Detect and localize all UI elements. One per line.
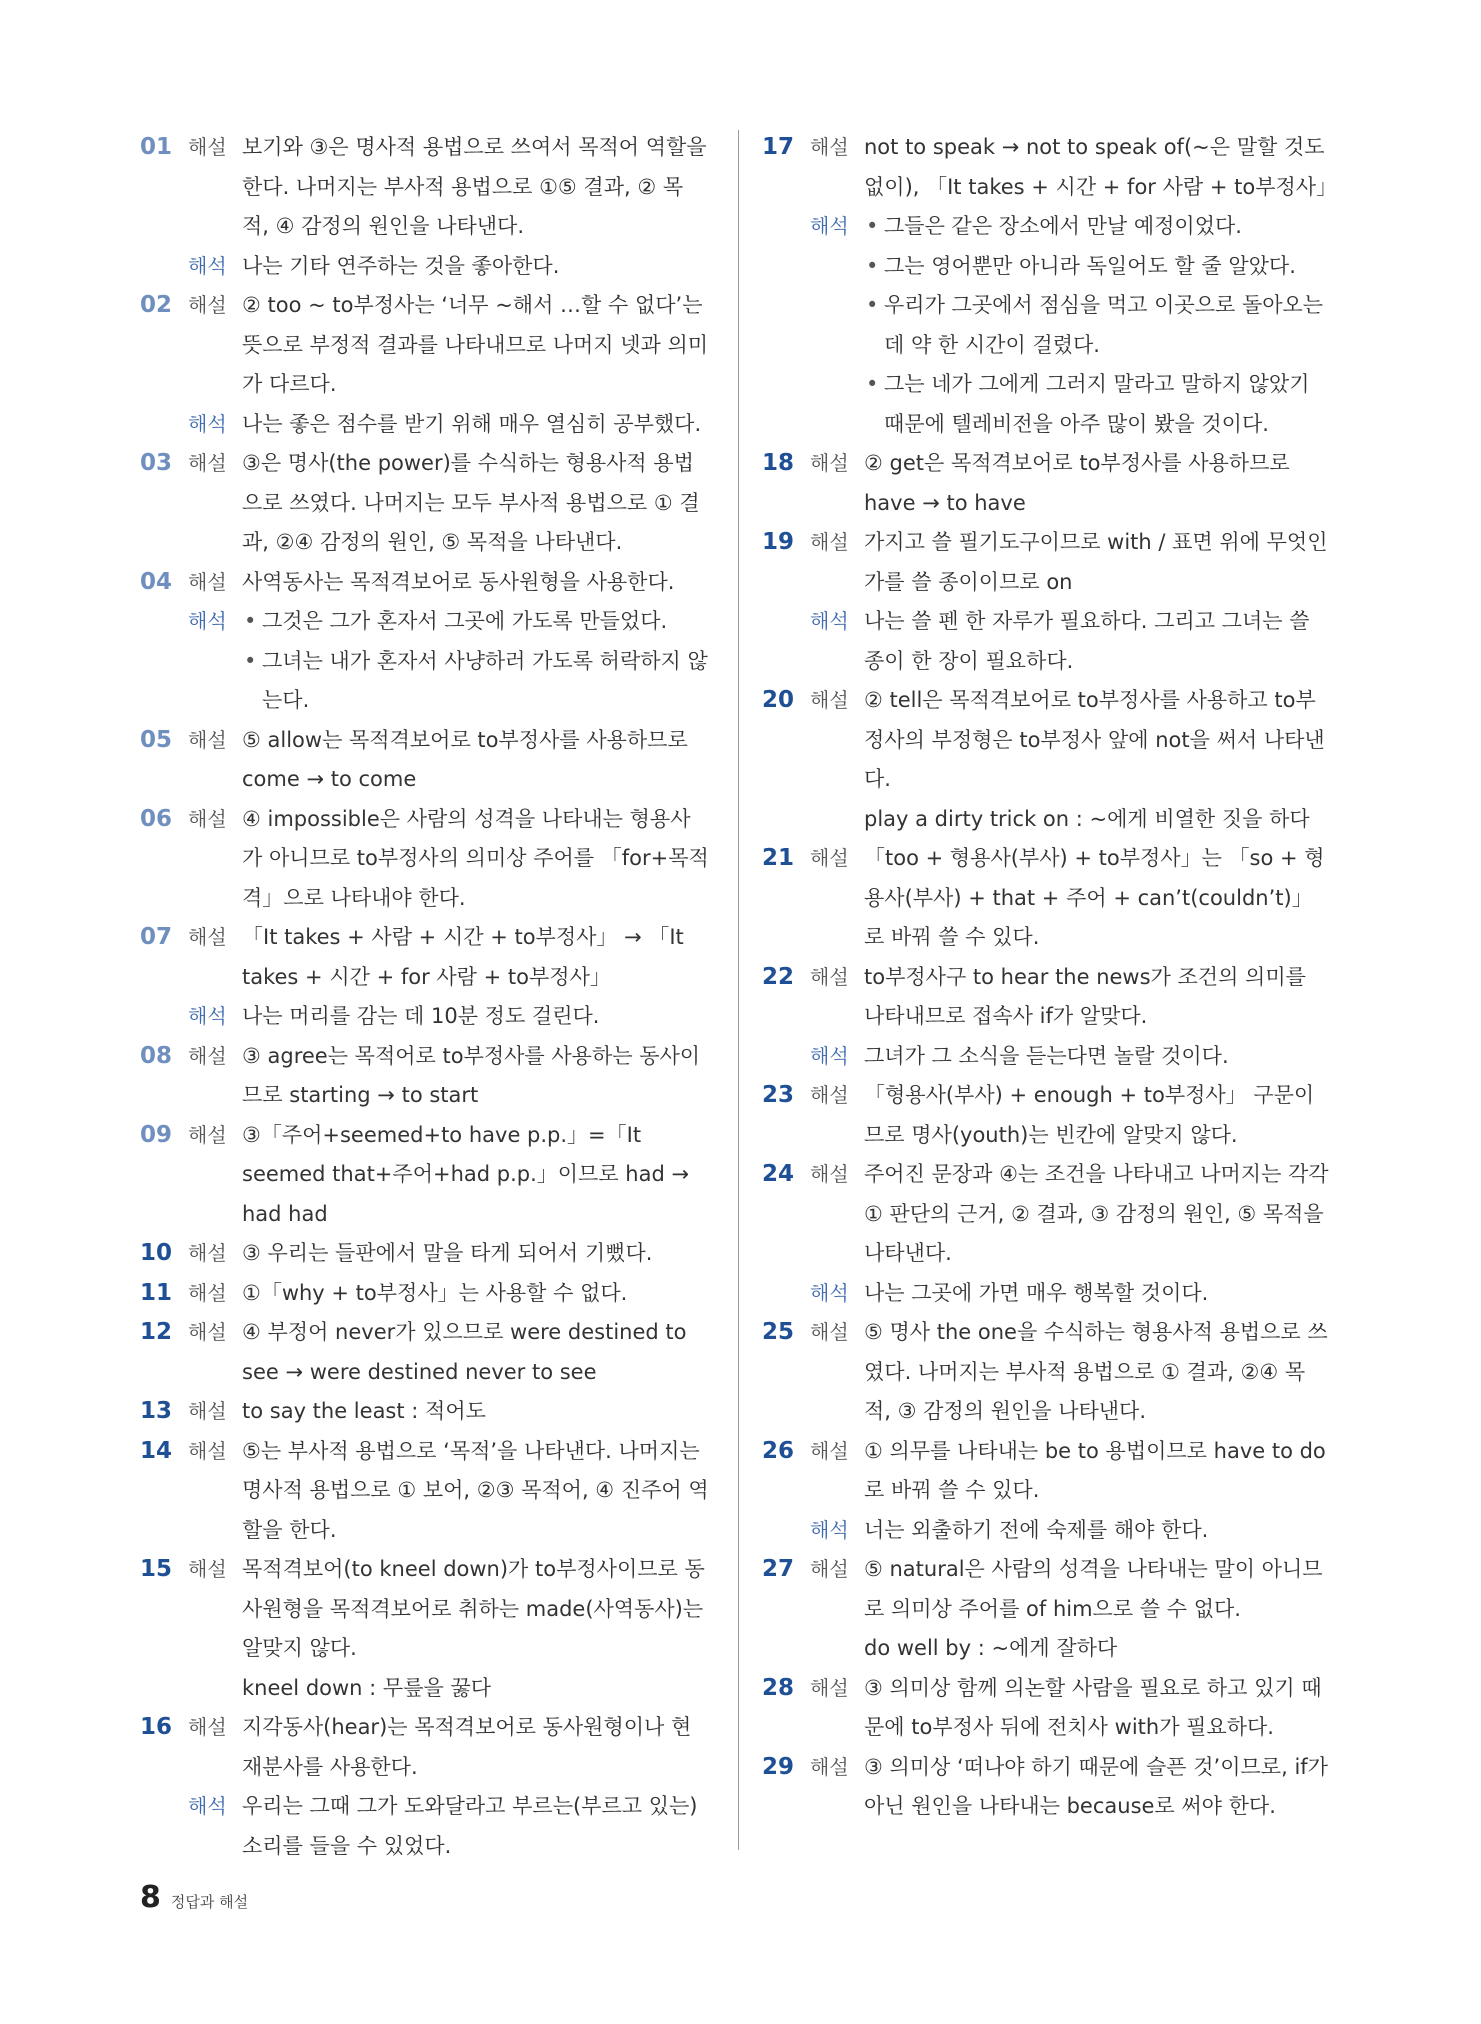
entry-body <box>242 286 710 405</box>
entry-body <box>864 1432 1332 1511</box>
entry-text: 「too + 형용사(부사) + to부정사」는 「so + 형용사(부사) + that + 주어 + can’t(couldn’t)」로 바꿔 쓸 수 있다. <box>864 846 1325 949</box>
entry-text: ⑤는 부사적 용법으로 ‘목적’을 나타낸다. 나머지는 명사적 용법으로 ① 보어, ②③ 목적어, ④ 진주어 역할을 한다. <box>242 1438 709 1542</box>
question-number: 04 <box>140 568 173 595</box>
entry-text: 우리는 그때 그가 도와달라고 부르는(부르고 있는) 소리를 들을 수 있었다. <box>242 1794 698 1858</box>
entry-text: to부정사구 to hear the news가 조건의 의미를 나타내므로 접속사 if가 알맞다. <box>864 964 1306 1028</box>
entry-text: 나는 그곳에 가면 매우 행복할 것이다. <box>864 1280 1209 1305</box>
explanation-label: 해설 <box>810 1557 849 1581</box>
entry-text: ④ 부정어 never가 있으므로 were destined to see → were destined never to see <box>242 1320 687 1384</box>
translation-entry <box>762 602 1332 681</box>
answer-entry <box>140 1550 710 1708</box>
translation-label: 해석 <box>810 1043 849 1068</box>
explanation-label: 해설 <box>810 1320 849 1344</box>
entry-body <box>864 958 1332 1037</box>
translation-item: • 우리가 그곳에서 점심을 먹고 이곳으로 돌아오는 데 약 한 시간이 걸렸다. <box>864 286 1332 365</box>
translation-label: 해석 <box>810 609 849 633</box>
answer-entry <box>140 1037 710 1116</box>
question-number: 02 <box>140 292 173 318</box>
explanation-label: 해설 <box>188 451 227 475</box>
entry-text: ③「주어+seemed+to have p.p.」=「It seemed that+주어+had p.p.」이므로 had → had had <box>242 1122 690 1226</box>
question-number: 01 <box>140 134 173 160</box>
question-number: 20 <box>762 687 795 713</box>
answer-entry <box>140 1313 710 1392</box>
question-number: 27 <box>762 1556 795 1582</box>
entry-body <box>242 1432 710 1551</box>
question-number: 07 <box>140 924 173 950</box>
translation-item: • 그는 네가 그에게 그러지 말라고 말하지 않았기 때문에 텔레비전을 아주 많이 봤을 것이다. <box>864 365 1332 444</box>
question-number: 12 <box>140 1319 173 1345</box>
translation-entry <box>140 405 710 445</box>
question-number: 23 <box>762 1082 795 1108</box>
translation-entry <box>140 1787 710 1866</box>
question-number: 05 <box>140 726 173 753</box>
explanation-label: 해설 <box>188 569 227 594</box>
answer-entry <box>762 958 1332 1037</box>
entry-text: 「It takes + 사람 + 시간 + to부정사」 → 「It takes + 시간 + for 사람 + to부정사」 <box>242 925 684 989</box>
translation-item: • 그녀는 내가 혼자서 사냥하러 가도록 허락하지 않는다. <box>242 642 710 721</box>
entry-body <box>864 523 1332 602</box>
entry-body <box>242 563 710 603</box>
question-number: 03 <box>140 450 173 476</box>
explanation-label: 해설 <box>810 964 849 989</box>
left-column <box>140 128 710 1866</box>
entry-body <box>242 405 710 445</box>
translation-label: 해석 <box>188 1794 227 1818</box>
entry-body <box>242 128 710 247</box>
footer-label: 정답과 해설 <box>170 1893 249 1911</box>
entry-body <box>242 444 710 563</box>
translation-label: 해석 <box>810 1280 849 1305</box>
explanation-label: 해설 <box>188 1043 227 1068</box>
question-number: 28 <box>762 1674 795 1701</box>
entry-text: ② too ~ to부정사는 ‘너무 ~해서 …할 수 없다’는 뜻으로 부정적 결과를 나타내므로 나머지 넷과 의미가 다르다. <box>242 293 709 396</box>
entry-body <box>242 602 710 721</box>
vocab-note: play a dirty trick on : ~에게 비열한 짓을 하다 <box>864 806 1310 831</box>
entry-text: ③ 의미상 ‘떠나야 하기 때문에 슬픈 것’이므로, if가 아닌 원인을 나타내는 because로 써야 한다. <box>864 1754 1328 1818</box>
translation-item: • 그는 영어뿐만 아니라 독일어도 할 줄 알았다. <box>864 247 1332 287</box>
question-number: 09 <box>140 1121 173 1148</box>
entry-text: ⑤ natural은 사람의 성격을 나타내는 말이 아니므로 의미상 주어를 of him으로 쓸 수 없다. <box>864 1557 1323 1621</box>
entry-text: 너는 외출하기 전에 숙제를 해야 한다. <box>864 1517 1209 1542</box>
translation-entry <box>762 1274 1332 1314</box>
explanation-label: 해설 <box>188 1122 227 1147</box>
entry-body <box>242 1037 710 1116</box>
explanation-label: 해설 <box>188 135 227 159</box>
explanation-label: 해설 <box>188 1241 227 1265</box>
entry-body <box>864 1037 1332 1077</box>
entry-text: ③ 의미상 함께 의논할 사람을 필요로 하고 있기 때문에 to부정사 뒤에 전치사 with가 필요하다. <box>864 1675 1322 1739</box>
explanation-label: 해설 <box>810 688 849 712</box>
translation-list <box>242 602 710 721</box>
translation-label: 해석 <box>188 1004 227 1028</box>
entry-text: ③ agree는 목적어로 to부정사를 사용하는 동사이므로 starting → to start <box>242 1043 701 1107</box>
entry-text: ③은 명사(the power)를 수식하는 형용사적 용법으로 쓰였다. 나머지는 모두 부사적 용법으로 ① 결과, ②④ 감정의 원인, ⑤ 목적을 나타낸다. <box>242 451 700 554</box>
translation-label: 해석 <box>810 214 849 238</box>
translation-entry <box>762 1511 1332 1551</box>
translation-item: • 그들은 같은 장소에서 만날 예정이었다. <box>864 207 1332 247</box>
entry-body <box>242 997 710 1037</box>
answer-entry <box>762 1155 1332 1274</box>
explanation-label: 해설 <box>810 846 849 870</box>
entry-body <box>864 1313 1332 1432</box>
answer-entry <box>762 1748 1332 1827</box>
question-number: 08 <box>140 1042 173 1069</box>
entry-text: ⑤ allow는 목적격보어로 to부정사를 사용하므로 come → to come <box>242 727 688 791</box>
entry-body <box>242 1234 710 1274</box>
entry-text: 그녀가 그 소식을 듣는다면 놀랄 것이다. <box>864 1043 1229 1068</box>
answer-entry <box>762 681 1332 839</box>
translation-entry <box>762 1037 1332 1077</box>
question-number: 22 <box>762 963 795 990</box>
answer-entry <box>140 1234 710 1274</box>
answer-entry <box>140 286 710 405</box>
entry-body <box>242 800 710 919</box>
entry-text: ④ impossible은 사람의 성격을 나타내는 형용사가 아니므로 to부정사의 의미상 주어를 「for+목적격」으로 나타내야 한다. <box>242 806 709 910</box>
entry-text: 「형용사(부사) + enough + to부정사」 구문이므로 명사(youth)는 빈칸에 알맞지 않다. <box>864 1083 1315 1147</box>
entry-text: 나는 좋은 점수를 받기 위해 매우 열심히 공부했다. <box>242 411 702 436</box>
entry-body <box>864 1550 1332 1669</box>
question-number: 13 <box>140 1398 173 1424</box>
entry-body <box>864 839 1332 958</box>
entry-text: ①「why + to부정사」는 사용할 수 없다. <box>242 1280 628 1305</box>
translation-entry <box>140 997 710 1037</box>
entry-text: 지각동사(hear)는 목적격보어로 동사원형이나 현재분사를 사용한다. <box>242 1715 692 1779</box>
entry-body <box>242 918 710 997</box>
question-number: 17 <box>762 134 795 160</box>
entry-text: ① 의무를 나타내는 be to 용법이므로 have to do로 바꿔 쓸 수 있다. <box>864 1438 1326 1502</box>
translation-list <box>864 207 1332 444</box>
answer-entry <box>140 1274 710 1314</box>
answer-entry <box>762 1076 1332 1155</box>
explanation-label: 해설 <box>810 451 849 475</box>
entry-text: 보기와 ③은 명사적 용법으로 쓰여서 목적어 역할을 한다. 나머지는 부사적 용법으로 ①⑤ 결과, ② 목적, ④ 감정의 원인을 나타낸다. <box>242 135 707 238</box>
entry-body <box>864 1669 1332 1748</box>
explanation-label: 해설 <box>188 1280 227 1305</box>
question-number: 24 <box>762 1161 795 1187</box>
question-number: 26 <box>762 1437 795 1464</box>
question-number: 25 <box>762 1319 795 1345</box>
vocab-note: do well by : ~에게 잘하다 <box>864 1636 1118 1660</box>
question-number: 11 <box>140 1279 173 1306</box>
entry-body <box>864 128 1338 207</box>
answer-entry <box>140 1708 710 1787</box>
entry-text: ② tell은 목적격보어로 to부정사를 사용하고 to부정사의 부정형은 to부정사 앞에 not을 써서 나타낸다. <box>864 688 1325 791</box>
entry-text: ⑤ 명사 the one을 수식하는 형용사적 용법으로 쓰였다. 나머지는 부사적 용법으로 ① 결과, ②④ 목적, ③ 감정의 원인을 나타낸다. <box>864 1320 1328 1423</box>
answer-entry <box>140 918 710 997</box>
entry-body <box>242 1116 710 1235</box>
question-number: 15 <box>140 1556 173 1582</box>
entry-text: to say the least : 적어도 <box>242 1399 486 1423</box>
answer-entry <box>140 128 710 247</box>
answer-entry <box>762 1550 1332 1669</box>
entry-text: 주어진 문장과 ④는 조건을 나타내고 나머지는 각각 ① 판단의 근거, ② 결과, ③ 감정의 원인, ⑤ 목적을 나타낸다. <box>864 1162 1329 1265</box>
answer-entry <box>762 444 1332 523</box>
answer-entry <box>140 800 710 919</box>
explanation-label: 해설 <box>188 1715 227 1739</box>
entry-body <box>864 207 1332 444</box>
translation-entry <box>140 247 710 287</box>
explanation-label: 해설 <box>188 806 227 831</box>
explanation-label: 해설 <box>188 727 227 752</box>
explanation-label: 해설 <box>188 1557 227 1581</box>
translation-entry <box>140 602 710 721</box>
answer-entry <box>762 128 1338 207</box>
answer-entry <box>140 721 710 800</box>
answer-entry <box>762 523 1332 602</box>
explanation-label: 해설 <box>810 1675 849 1700</box>
page-number: 8 <box>140 1880 161 1915</box>
entry-body <box>242 247 710 287</box>
explanation-label: 해설 <box>810 1438 849 1463</box>
answer-entry <box>140 1432 710 1551</box>
entry-body <box>242 1313 710 1392</box>
translation-label: 해석 <box>810 1517 849 1542</box>
entry-body <box>242 1787 710 1866</box>
entry-body <box>864 602 1332 681</box>
question-number: 14 <box>140 1437 173 1464</box>
question-number: 16 <box>140 1714 173 1740</box>
entry-body <box>864 444 1332 523</box>
translation-label: 해석 <box>188 253 227 278</box>
explanation-label: 해설 <box>810 1162 849 1186</box>
entry-body <box>864 1274 1332 1314</box>
answer-entry <box>762 1432 1332 1511</box>
answer-entry <box>762 1313 1332 1432</box>
entry-body <box>864 1748 1332 1827</box>
entry-text: not to speak → not to speak of(~은 말할 것도 없이), 「It takes + 시간 + for 사람 + to부정사」 <box>864 135 1338 199</box>
right-column <box>762 128 1338 1827</box>
explanation-label: 해설 <box>810 1083 849 1107</box>
question-number: 10 <box>140 1240 173 1266</box>
answer-entry <box>140 444 710 563</box>
question-number: 06 <box>140 805 173 832</box>
answer-entry <box>762 1669 1332 1748</box>
entry-body <box>242 1550 710 1708</box>
entry-text: 나는 머리를 감는 데 10분 정도 걸린다. <box>242 1004 600 1028</box>
translation-entry <box>762 207 1332 444</box>
vocab-note: kneel down : 무릎을 꿇다 <box>242 1675 492 1700</box>
translation-item: • 그것은 그가 혼자서 그곳에 가도록 만들었다. <box>242 602 710 642</box>
column-divider <box>738 130 739 1850</box>
explanation-label: 해설 <box>188 293 227 317</box>
translation-label: 해석 <box>188 411 227 436</box>
explanation-label: 해설 <box>188 925 227 949</box>
answer-entry <box>762 839 1332 958</box>
entry-body <box>864 681 1332 839</box>
explanation-label: 해설 <box>188 1320 227 1344</box>
question-number: 18 <box>762 450 795 476</box>
entry-text: 가지고 쓸 필기도구이므로 with / 표면 위에 무엇인가를 쓸 종이이므로 on <box>864 530 1328 594</box>
explanation-label: 해설 <box>188 1438 227 1463</box>
entry-body <box>242 1708 710 1787</box>
explanation-label: 해설 <box>810 530 849 554</box>
answer-entry <box>140 1392 710 1432</box>
answer-entry <box>140 1116 710 1235</box>
explanation-label: 해설 <box>810 1754 849 1779</box>
entry-body <box>864 1155 1332 1274</box>
entry-body <box>242 721 710 800</box>
entry-text: 사역동사는 목적격보어로 동사원형을 사용한다. <box>242 569 675 594</box>
explanation-label: 해설 <box>188 1399 227 1423</box>
entry-text: 나는 쓸 펜 한 자루가 필요하다. 그리고 그녀는 쓸 종이 한 장이 필요하다. <box>864 609 1310 673</box>
answer-entry <box>140 563 710 603</box>
entry-text: 나는 기타 연주하는 것을 좋아한다. <box>242 253 560 278</box>
entry-text: ③ 우리는 들판에서 말을 타게 되어서 기뻤다. <box>242 1241 653 1265</box>
question-number: 19 <box>762 529 795 555</box>
entry-body <box>864 1076 1332 1155</box>
question-number: 29 <box>762 1753 795 1780</box>
question-number: 21 <box>762 845 795 871</box>
entry-body <box>242 1274 710 1314</box>
explanation-label: 해설 <box>810 135 849 159</box>
entry-text: 목적격보어(to kneel down)가 to부정사이므로 동사원형을 목적격보어로 취하는 made(사역동사)는 알맞지 않다. <box>242 1557 705 1660</box>
entry-body <box>864 1511 1332 1551</box>
entry-text: ② get은 목적격보어로 to부정사를 사용하므로 have → to have <box>864 451 1290 515</box>
page-footer <box>140 1880 248 1915</box>
translation-label: 해석 <box>188 609 227 633</box>
entry-body <box>242 1392 710 1432</box>
